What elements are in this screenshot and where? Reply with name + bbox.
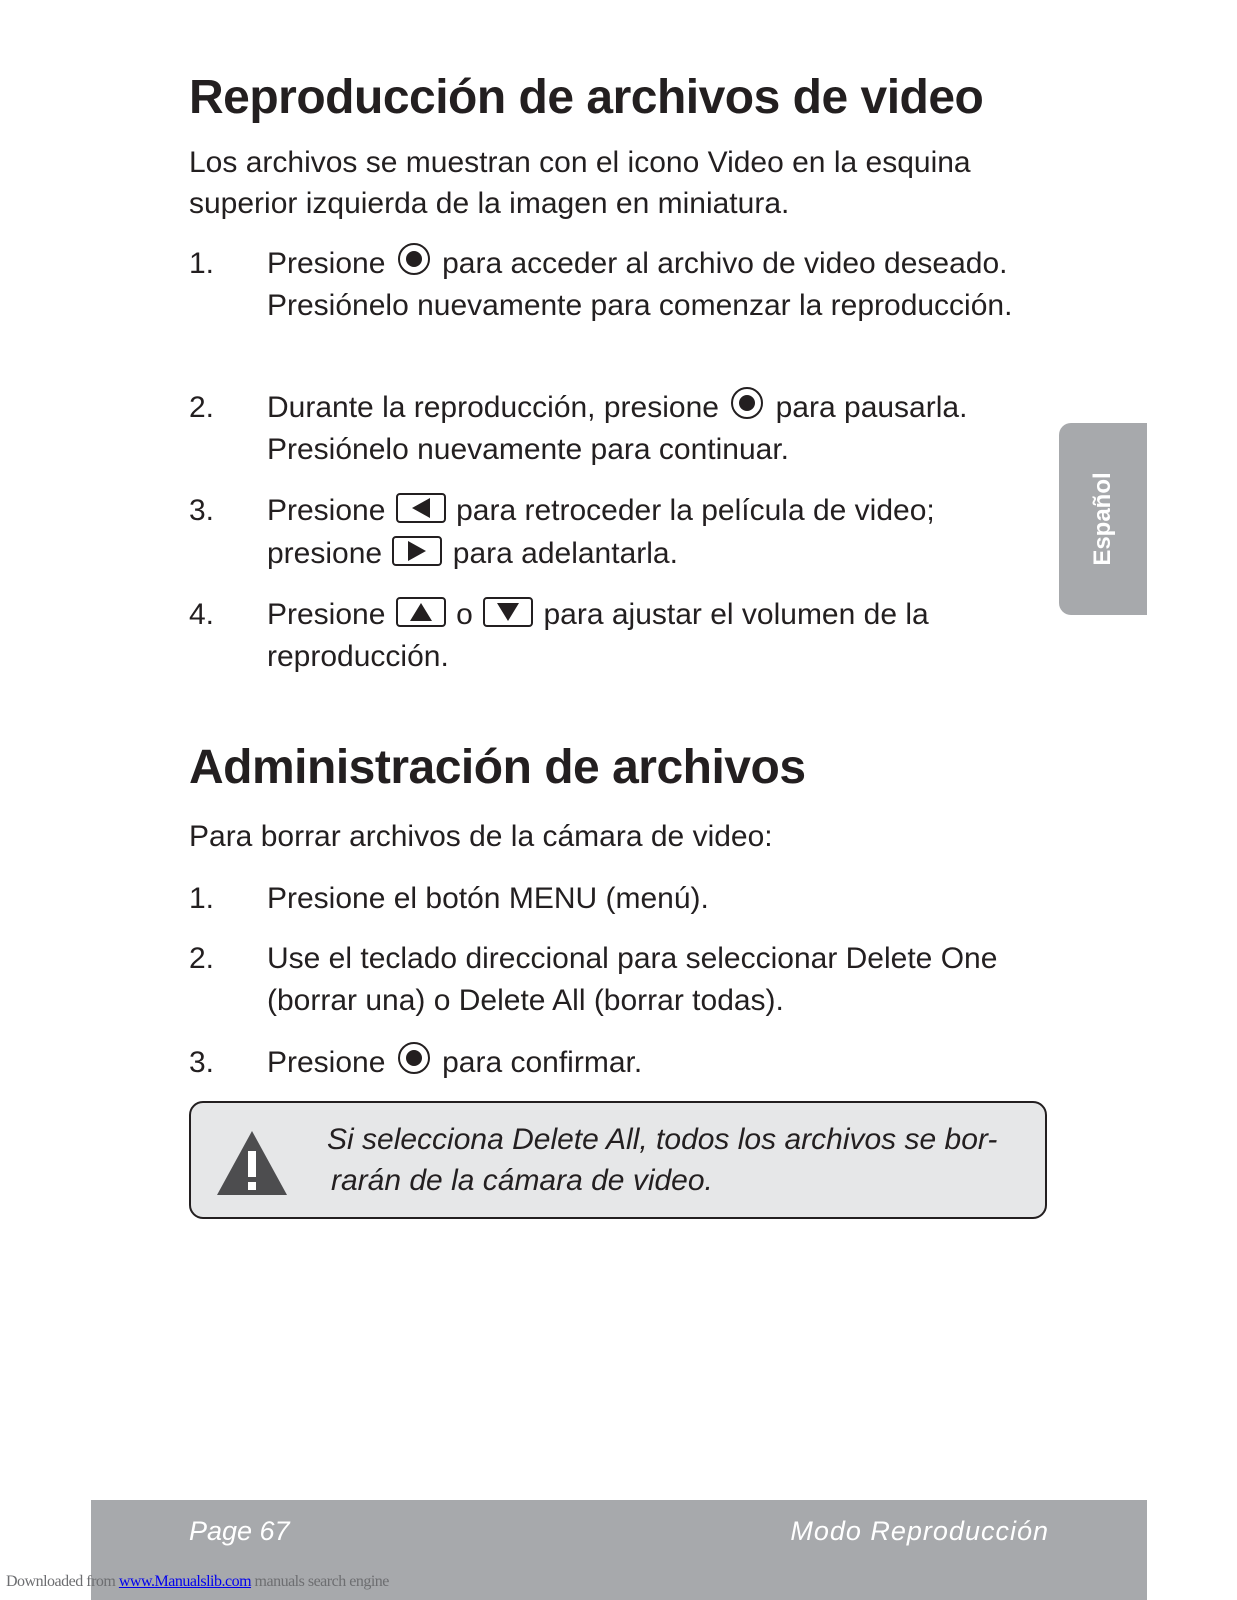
- step-text: Presione: [267, 1046, 386, 1079]
- section-intro: Los archivos se muestran con el icono Video en la esquina superior izquierda de la imagen en miniatura.: [189, 146, 971, 220]
- download-banner: [6, 1573, 389, 1591]
- step-text: Use el teclado direccional para seleccionar Delete One (borrar una) o Delete All (borrar todas).: [267, 942, 998, 1017]
- step-text: Presione el botón MENU (menú).: [267, 882, 709, 915]
- step-text: Presione: [267, 247, 386, 280]
- download-prefix: Downloaded from: [6, 1573, 116, 1590]
- down-arrow-button-icon: [483, 597, 533, 627]
- download-suffix: manuals search engine: [254, 1573, 389, 1590]
- step-text: para confirmar.: [442, 1046, 643, 1079]
- up-arrow-button-icon: [396, 597, 446, 627]
- list-number: 3.: [189, 494, 215, 527]
- warning-triangle-icon: [215, 1129, 289, 1197]
- step-text: para pausarla. Presiónelo nuevamente para continuar.: [267, 391, 968, 466]
- ok-button-icon: [398, 1042, 430, 1074]
- warning-line: rarán de la cámara de video.: [331, 1164, 713, 1197]
- warning-text: [327, 1119, 1027, 1201]
- step-text: para adelantarla.: [452, 537, 678, 570]
- page-number: Page 67: [189, 1516, 290, 1546]
- language-tab: [1059, 423, 1147, 615]
- step-text: Presione: [267, 598, 386, 631]
- list-number: 2.: [189, 942, 215, 975]
- step-text: para ajustar el volumen de la reproducción.: [267, 598, 929, 673]
- ok-button-icon: [731, 387, 763, 419]
- step-text: Presione: [267, 494, 386, 527]
- manualslib-link[interactable]: www.Manualslib.com: [118, 1573, 252, 1590]
- step-text: para acceder al archivo de video deseado. Presiónelo nuevamente para comenzar la reproducción.: [267, 247, 1013, 322]
- list-item: [189, 1042, 1049, 1084]
- left-arrow-button-icon: [396, 493, 446, 523]
- section-title-video-playback: Reproducción de archivos de video: [189, 71, 984, 124]
- step-text: para retroceder la película de video;: [456, 494, 935, 527]
- list-item: [189, 489, 1049, 575]
- list-item: [189, 594, 1049, 678]
- list-item: [189, 938, 1049, 1022]
- language-tab-label: Español: [1089, 472, 1116, 566]
- warning-note: [189, 1101, 1047, 1219]
- list-number: 2.: [189, 391, 215, 424]
- list-item: [189, 878, 1049, 920]
- section-title-file-management: Administración de archivos: [189, 741, 806, 794]
- section-intro: Para borrar archivos de la cámara de video:: [189, 820, 773, 853]
- step-text: Durante la reproducción, presione: [267, 391, 719, 424]
- right-arrow-button-icon: [392, 536, 442, 566]
- ok-button-icon: [398, 243, 430, 275]
- list-number: 1.: [189, 882, 215, 915]
- list-number: 4.: [189, 598, 215, 631]
- list-number: 1.: [189, 247, 215, 280]
- list-number: 3.: [189, 1046, 215, 1079]
- list-item: [189, 387, 1049, 471]
- list-item: [189, 243, 1049, 327]
- step-text: presione: [267, 537, 383, 570]
- step-text: o: [456, 598, 473, 631]
- footer-section-name: Modo Reproducción: [790, 1516, 1049, 1546]
- warning-line: Si selecciona Delete All, todos los archivos se bor-: [327, 1123, 998, 1156]
